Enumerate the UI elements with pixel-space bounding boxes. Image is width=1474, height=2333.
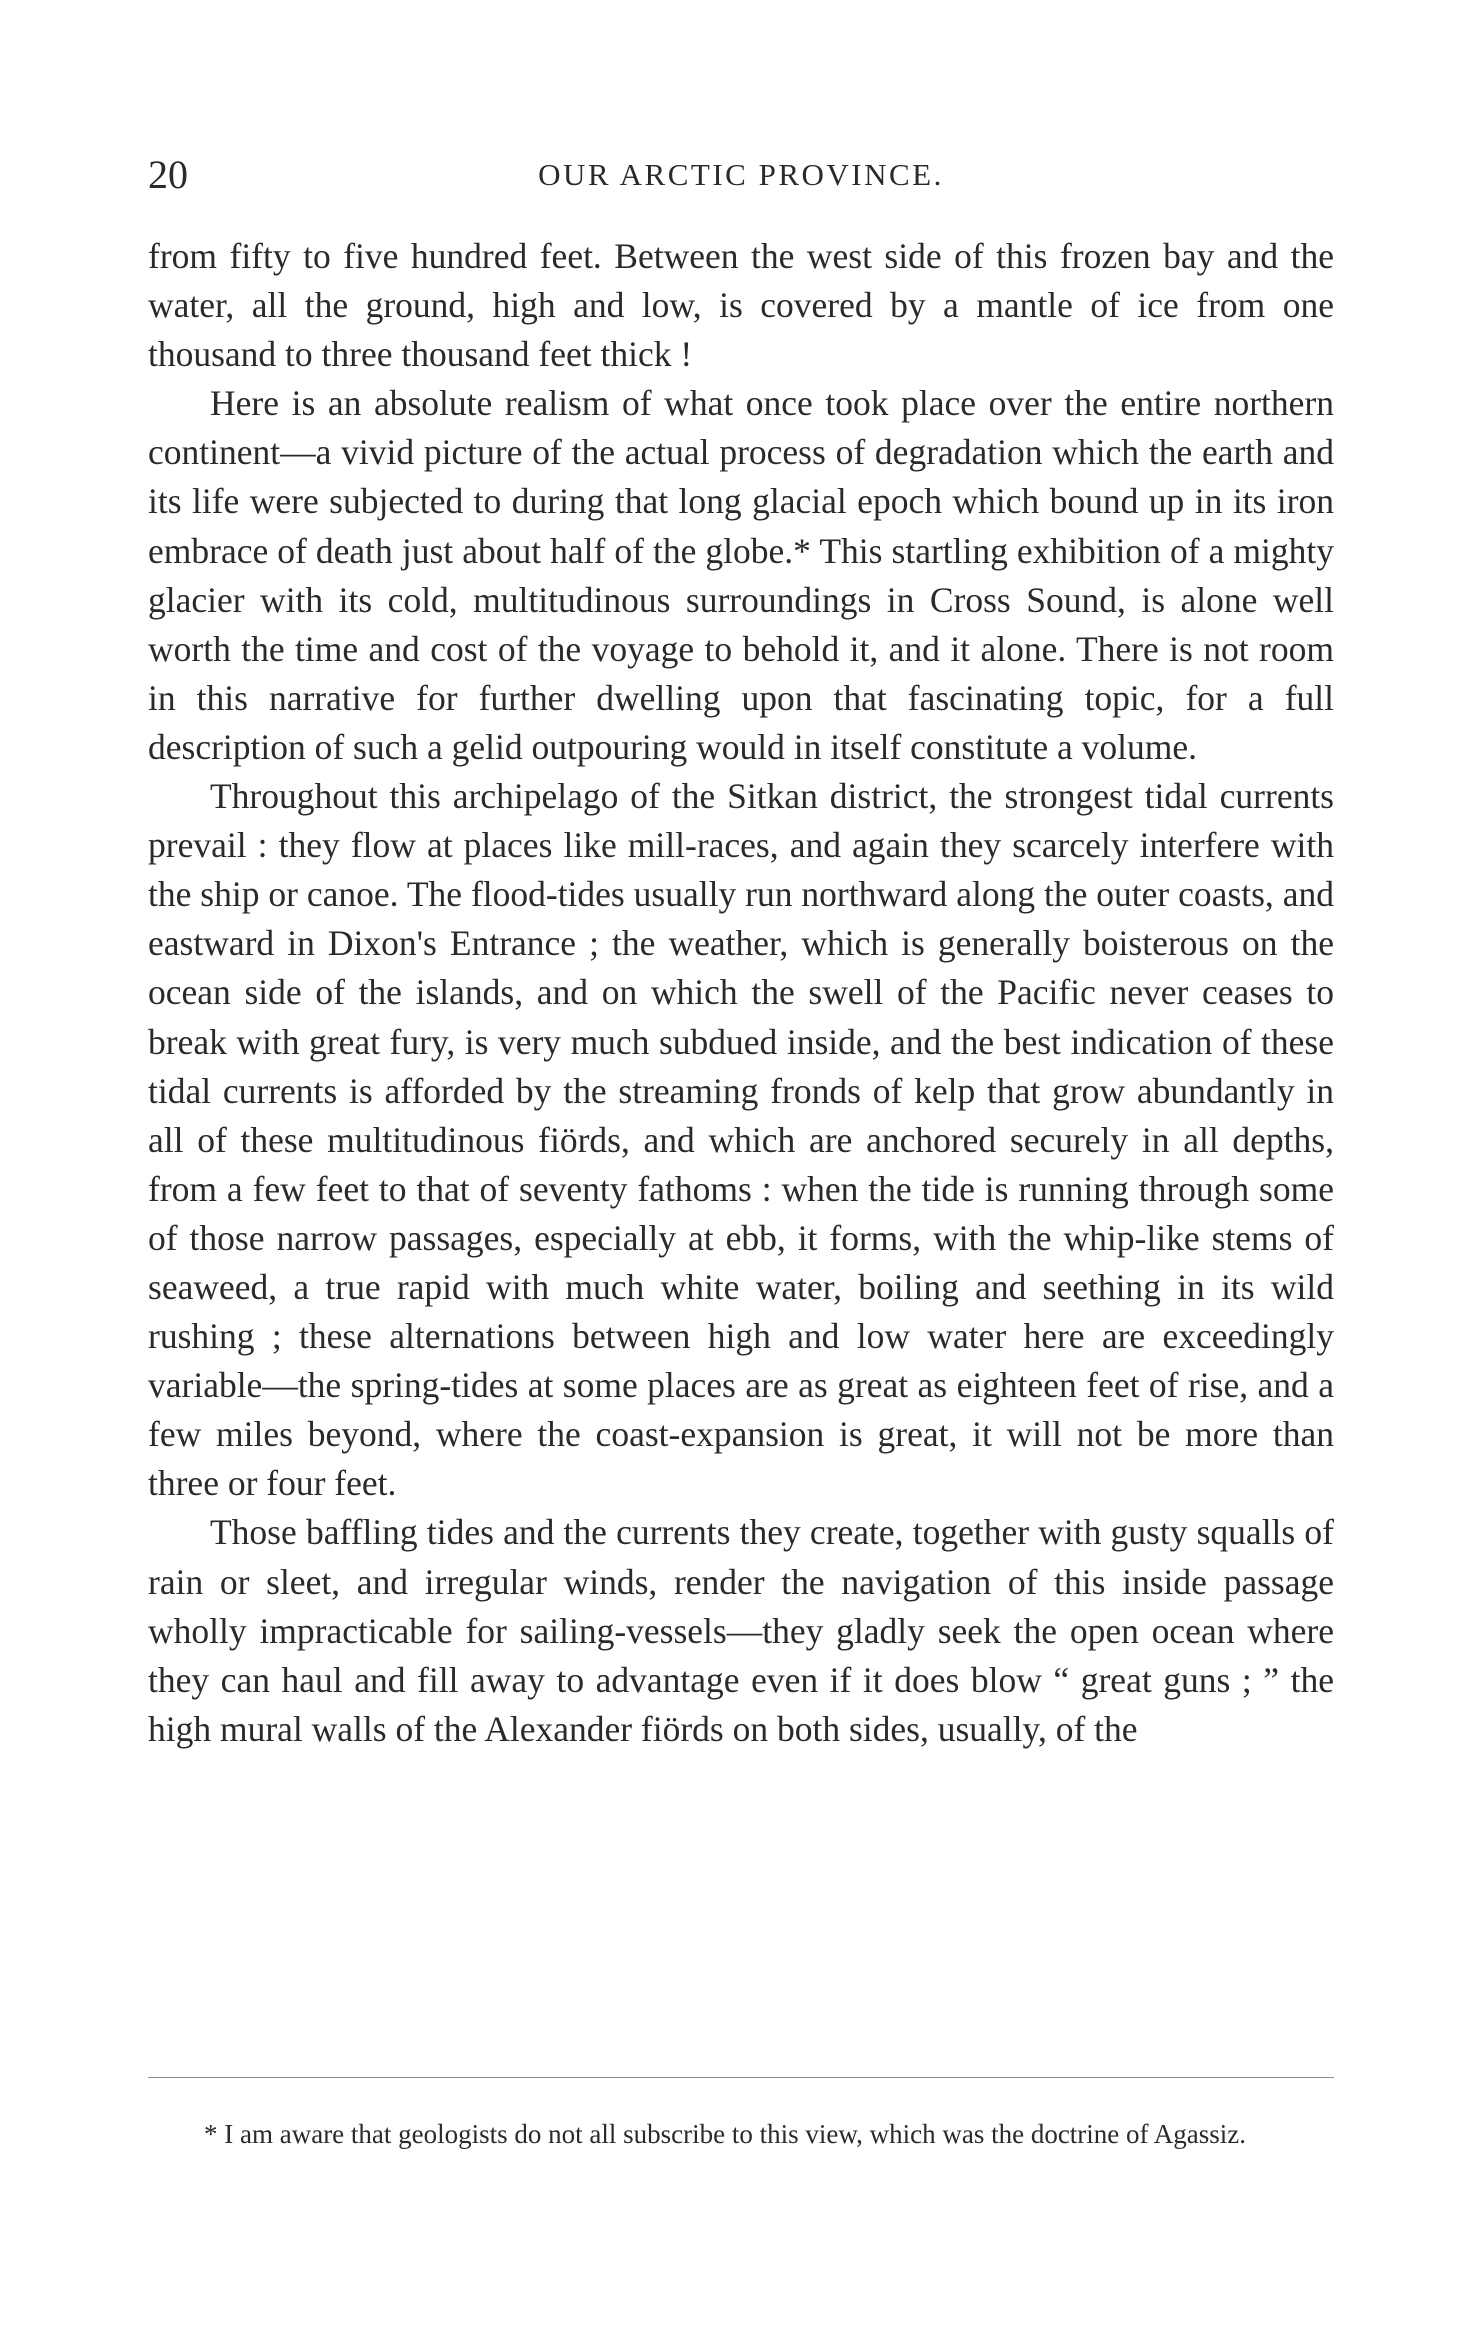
paragraph-tidal-currents: Throughout this archipelago of the Sitkan district, the strongest tidal currents prevail : they flow at places like mill-races, and again they scarcely interfere with the ship or canoe. The flood-tides usually run northward along the outer coasts, and eastward in Dixon's Entrance ; the weather, which is generally boisterous on the ocean side of the islands, and on which the swell of the Pacific never ceases to break with great fury, is very much subdued inside, and the best indication of these tidal currents is afforded by the streaming fronds of kelp that grow abundantly in all of these multitudinous fiörds, and which are anchored securely in all depths, from a few feet to that of seventy fathoms : when the tide is running through some of those narrow passages, especially at ebb, it forms, with the whip-like stems of seaweed, a true rapid with much white water, boiling and seething in its wild rushing ; these alternations between high and low water here are exceedingly variable—the spring-tides at some places are as great as eighteen feet of rise, and a few miles beyond, where the coast-expansion is great, it will not be more than three or four feet. (148, 776, 1334, 1504)
page-number: 20 (148, 152, 188, 197)
body-text (148, 232, 1334, 1754)
footnote: * I am aware that geologists do not all subscribe to this view, which was the doctrine of Agassiz. (204, 2119, 1247, 2149)
paragraph-continued: from fifty to five hundred feet. Between the west side of this frozen bay and the water, all the ground, high and low, is covered by a mantle of ice from one thousand to three thousand feet thick ! (148, 236, 1334, 375)
footnote-rule (148, 2077, 1334, 2078)
running-head (148, 152, 1334, 198)
paragraph-glacial-realism: Here is an absolute realism of what once took place over the entire northern continent—a vivid picture of the actual process of degradation which the earth and its life were subjected to during that long glacial epoch which bound up in its iron embrace of death just about half of the globe.* This startling exhibition of a mighty glacier with its cold, multitudinous surroundings in Cross Sound, is alone well worth the time and cost of the voyage to behold it, and it alone. There is not room in this narrative for further dwelling upon that fascinating topic, for a full description of such a gelid outpouring would in itself constitute a volume. (148, 383, 1334, 767)
running-title: OUR ARCTIC PROVINCE. (538, 157, 944, 192)
paragraph-baffling-tides: Those baffling tides and the currents they create, together with gusty squalls of rain or sleet, and irregular winds, render the navigation of this inside passage wholly impracticable for sailing-vessels—they gladly seek the open ocean where they can haul and fill away to advantage even if it does blow “ great guns ; ” the high mural walls of the Alexander fiörds on both sides, usually, of the (148, 1512, 1334, 1749)
